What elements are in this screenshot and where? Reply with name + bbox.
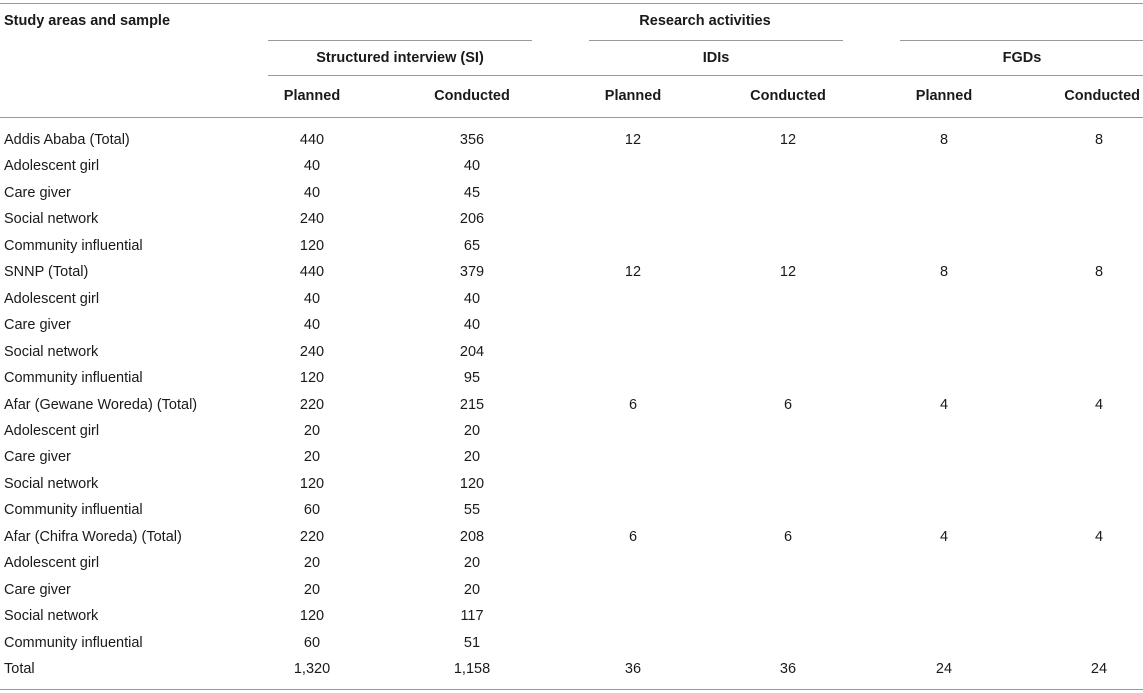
table-cell: 120 — [299, 238, 325, 254]
table-cell: 20 — [463, 582, 481, 598]
table-cell: 20 — [463, 449, 481, 465]
table-cell: 379 — [459, 264, 485, 280]
top-rule — [0, 3, 1143, 4]
row-label: Community influential — [4, 635, 143, 651]
row-label: Community influential — [4, 238, 143, 254]
table-cell: 440 — [299, 264, 325, 280]
table-cell: 204 — [459, 344, 485, 360]
row-header-label: Study areas and sample — [4, 13, 171, 29]
column-header: Conducted — [1064, 88, 1140, 104]
table-cell: 6 — [783, 397, 793, 413]
table-cell: 95 — [463, 370, 481, 386]
table-cell: 4 — [939, 397, 949, 413]
table-cell: 240 — [299, 344, 325, 360]
group-rule — [268, 75, 1143, 76]
table-cell: 20 — [303, 582, 321, 598]
table-cell: 40 — [463, 158, 481, 174]
row-label: Care giver — [4, 449, 71, 465]
row-label: Afar (Gewane Woreda) (Total) — [4, 397, 198, 413]
column-header: Planned — [604, 88, 662, 104]
column-header: Planned — [283, 88, 341, 104]
table-cell: 45 — [463, 185, 481, 201]
table-cell: 65 — [463, 238, 481, 254]
table-cell: 36 — [624, 661, 642, 677]
subgroup-header-idis: IDIs — [702, 50, 730, 66]
table-cell: 120 — [299, 608, 325, 624]
subgroup-header-fgds: FGDs — [1002, 50, 1042, 66]
table-cell: 220 — [299, 529, 325, 545]
table-cell: 24 — [935, 661, 953, 677]
table-cell: 20 — [463, 423, 481, 439]
table-cell: 36 — [779, 661, 797, 677]
table-cell: 20 — [303, 555, 321, 571]
table-cell: 8 — [939, 264, 949, 280]
subgroup-rule-si — [268, 40, 532, 41]
row-label: Social network — [4, 344, 99, 360]
row-label: Social network — [4, 608, 99, 624]
table-cell: 208 — [459, 529, 485, 545]
table-cell: 20 — [303, 423, 321, 439]
column-header: Conducted — [434, 88, 510, 104]
row-label: SNNP (Total) — [4, 264, 89, 280]
table-cell: 6 — [783, 529, 793, 545]
table-cell: 40 — [463, 291, 481, 307]
table-cell: 60 — [303, 635, 321, 651]
row-label: Care giver — [4, 185, 71, 201]
row-label: Adolescent girl — [4, 158, 100, 174]
table-cell: 12 — [624, 132, 642, 148]
table-cell: 117 — [460, 608, 484, 624]
row-label: Total — [4, 661, 35, 677]
table-cell: 12 — [779, 132, 797, 148]
column-header: Planned — [915, 88, 973, 104]
table-cell: 1,158 — [453, 661, 491, 677]
table-cell: 40 — [303, 158, 321, 174]
row-label: Social network — [4, 476, 99, 492]
table-cell: 8 — [1094, 132, 1104, 148]
table-cell: 6 — [628, 529, 638, 545]
table-cell: 356 — [459, 132, 485, 148]
table-cell: 51 — [463, 635, 481, 651]
table-cell: 8 — [939, 132, 949, 148]
table-cell: 40 — [463, 317, 481, 333]
table-cell: 215 — [459, 397, 485, 413]
table-cell: 240 — [299, 211, 325, 227]
column-header: Conducted — [750, 88, 826, 104]
group-header: Research activities — [639, 13, 771, 29]
table-cell: 24 — [1090, 661, 1108, 677]
table-cell: 60 — [303, 502, 321, 518]
table-cell: 1,320 — [293, 661, 331, 677]
row-label: Addis Ababa (Total) — [4, 132, 130, 148]
subgroup-header-si: Structured interview (SI) — [316, 50, 484, 66]
bottom-rule — [0, 689, 1143, 690]
row-label: Care giver — [4, 582, 71, 598]
table-cell: 8 — [1094, 264, 1104, 280]
header-bottom-rule — [0, 117, 1143, 118]
table-cell: 4 — [939, 529, 949, 545]
table-cell: 4 — [1094, 397, 1104, 413]
table-cell: 206 — [459, 211, 485, 227]
table-cell: 20 — [303, 449, 321, 465]
row-label: Adolescent girl — [4, 291, 100, 307]
table-cell: 55 — [463, 502, 481, 518]
table-cell: 20 — [463, 555, 481, 571]
table-cell: 120 — [299, 476, 325, 492]
table-cell: 6 — [628, 397, 638, 413]
table-cell: 12 — [624, 264, 642, 280]
table-cell: 220 — [299, 397, 325, 413]
table-cell: 440 — [299, 132, 325, 148]
subgroup-rule-idis — [589, 40, 843, 41]
row-label: Afar (Chifra Woreda) (Total) — [4, 529, 182, 545]
table-cell: 4 — [1094, 529, 1104, 545]
row-label: Adolescent girl — [4, 423, 100, 439]
table-cell: 120 — [299, 370, 325, 386]
table-cell: 120 — [459, 476, 485, 492]
row-label: Community influential — [4, 502, 143, 518]
row-label: Social network — [4, 211, 99, 227]
row-label: Adolescent girl — [4, 555, 100, 571]
row-label: Care giver — [4, 317, 71, 333]
table-cell: 40 — [303, 317, 321, 333]
row-label: Community influential — [4, 370, 143, 386]
table-cell: 12 — [779, 264, 797, 280]
subgroup-rule-fgds — [900, 40, 1143, 41]
table-cell: 40 — [303, 291, 321, 307]
table-cell: 40 — [303, 185, 321, 201]
